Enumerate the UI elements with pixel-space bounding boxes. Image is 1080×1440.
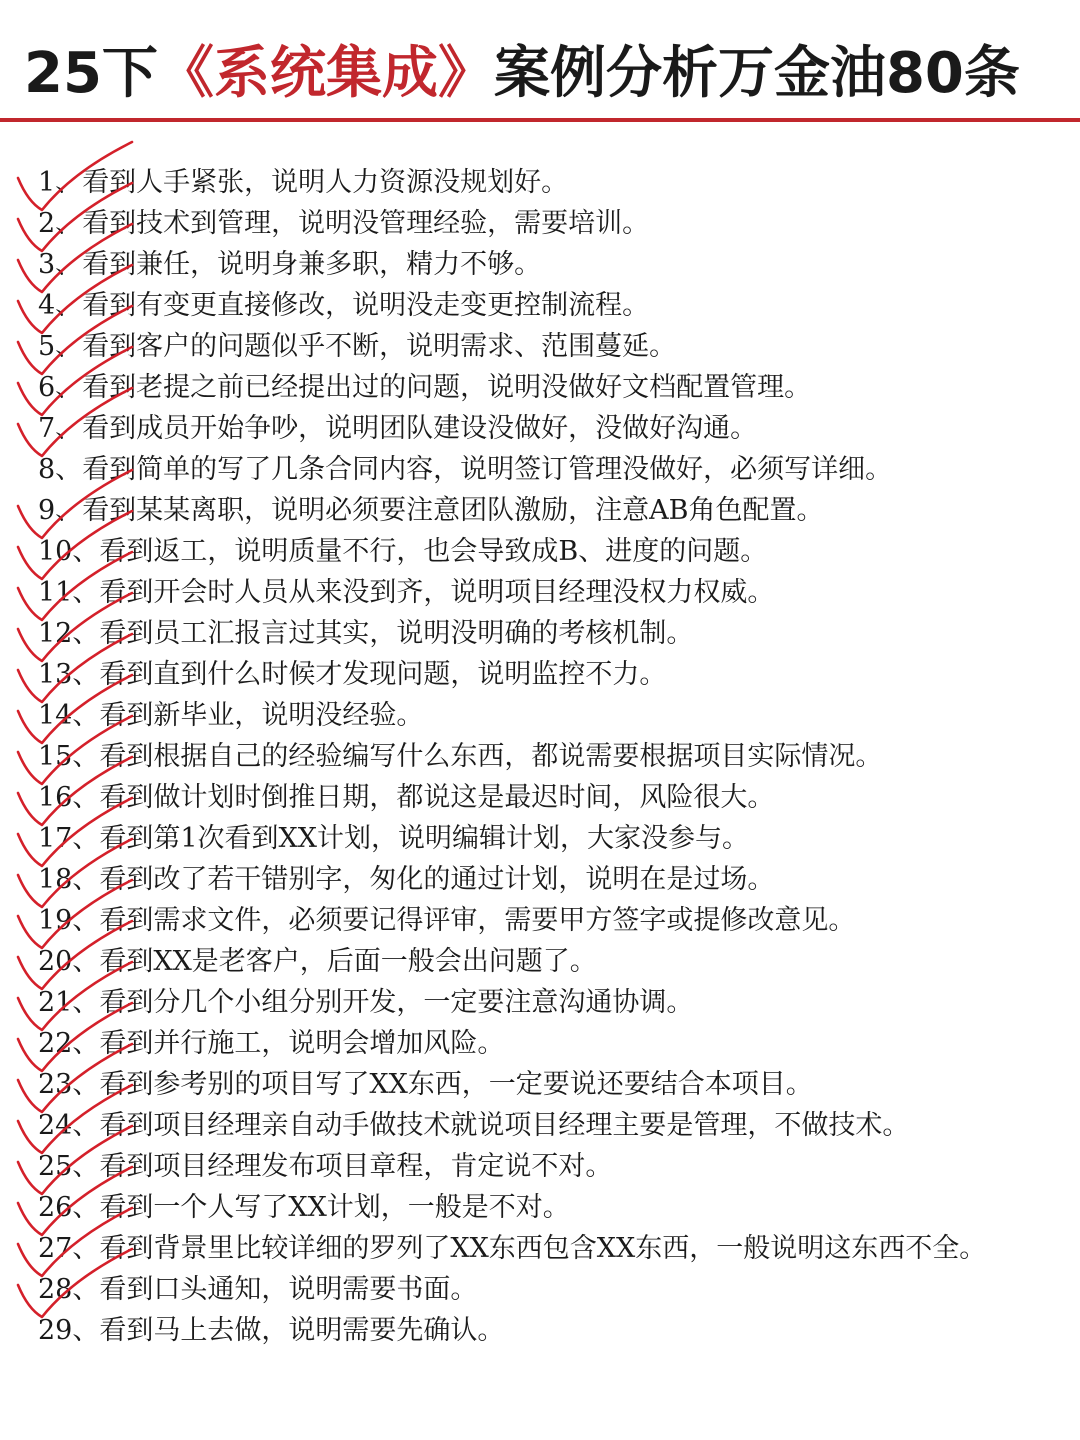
- list-item: [38, 818, 1048, 859]
- item-number: 13、: [38, 659, 100, 690]
- item-number: 24、: [38, 1110, 100, 1141]
- item-number: 3、: [38, 249, 83, 280]
- tips-list: [38, 162, 1048, 1351]
- list-item: [38, 777, 1048, 818]
- item-number: 17、: [38, 823, 100, 854]
- item-text: 看到需求文件，必须要记得评审，需要甲方签字或提修改意见。: [99, 905, 856, 936]
- item-text: 看到背景里比较详细的罗列了XX东西包含XX东西，一般说明这东西不全。: [99, 1233, 987, 1264]
- list-item: [38, 1269, 1048, 1310]
- item-number: 16、: [38, 782, 100, 813]
- title-accent: 《系统集成》: [157, 41, 494, 106]
- item-text: 看到参考别的项目写了XX东西，一定要说还要结合本项目。: [99, 1069, 813, 1100]
- item-text: 看到项目经理亲自动手做技术就说项目经理主要是管理，不做技术。: [99, 1110, 910, 1141]
- item-text: 看到返工，说明质量不行，也会导致成B、进度的问题。: [99, 536, 768, 567]
- list-item: [38, 1146, 1048, 1187]
- header: [0, 0, 1080, 124]
- item-number: 21、: [38, 987, 100, 1018]
- list-item: [38, 1105, 1048, 1146]
- item-number: 7、: [38, 413, 83, 444]
- item-number: 20、: [38, 946, 100, 977]
- item-number: 22、: [38, 1028, 100, 1059]
- item-number: 9、: [38, 495, 83, 526]
- list-item: [38, 695, 1048, 736]
- title-divider: [0, 118, 1080, 122]
- list-item: [38, 941, 1048, 982]
- item-text: 看到员工汇报言过其实，说明没明确的考核机制。: [99, 618, 694, 649]
- item-text: 看到新毕业，说明没经验。: [99, 700, 424, 731]
- item-text: 看到开会时人员从来没到齐，说明项目经理没权力权威。: [99, 577, 775, 608]
- item-number: 10、: [38, 536, 100, 567]
- item-number: 19、: [38, 905, 100, 936]
- item-number: 8、: [38, 454, 83, 485]
- item-text: 看到一个人写了XX计划，一般是不对。: [99, 1192, 570, 1223]
- list-item: [38, 367, 1048, 408]
- list-item: [38, 244, 1048, 285]
- item-text: 看到并行施工，说明会增加风险。: [99, 1028, 505, 1059]
- item-number: 1、: [38, 167, 83, 198]
- item-text: 看到口头通知，说明需要书面。: [99, 1274, 478, 1305]
- item-number: 27、: [38, 1233, 100, 1264]
- item-text: 看到有变更直接修改，说明没走变更控制流程。: [82, 290, 650, 321]
- page-title: [24, 36, 1074, 112]
- item-number: 29、: [38, 1315, 100, 1346]
- list-item: [38, 654, 1048, 695]
- item-number: 26、: [38, 1192, 100, 1223]
- item-text: 看到改了若干错别字，匆化的通过计划，说明在是过场。: [99, 864, 775, 895]
- list-item: [38, 408, 1048, 449]
- item-number: 5、: [38, 331, 83, 362]
- item-text: 看到第1次看到XX计划，说明编辑计划，大家没参与。: [99, 823, 749, 854]
- item-text: 看到马上去做，说明需要先确认。: [99, 1315, 505, 1346]
- list-item: [38, 1187, 1048, 1228]
- item-number: 15、: [38, 741, 100, 772]
- item-text: 看到老提之前已经提出过的问题，说明没做好文档配置管理。: [82, 372, 812, 403]
- item-number: 2、: [38, 208, 83, 239]
- item-number: 4、: [38, 290, 83, 321]
- item-number: 28、: [38, 1274, 100, 1305]
- item-number: 25、: [38, 1151, 100, 1182]
- list-item: [38, 982, 1048, 1023]
- item-number: 11、: [38, 577, 100, 608]
- item-text: 看到成员开始争吵，说明团队建设没做好，没做好沟通。: [82, 413, 758, 444]
- item-text: 看到根据自己的经验编写什么东西，都说需要根据项目实际情况。: [99, 741, 883, 772]
- item-number: 14、: [38, 700, 100, 731]
- item-number: 12、: [38, 618, 100, 649]
- item-text: 看到简单的写了几条合同内容，说明签订管理没做好，必须写详细。: [82, 454, 893, 485]
- title-suffix: 案例分析万金油80条: [493, 41, 1020, 106]
- item-text: 看到项目经理发布项目章程，肯定说不对。: [99, 1151, 613, 1182]
- list-item: [38, 531, 1048, 572]
- list-item: [38, 162, 1048, 203]
- item-text: 看到直到什么时候才发现问题，说明监控不力。: [99, 659, 667, 690]
- list-item: [38, 613, 1048, 654]
- list-item: [38, 1310, 1048, 1351]
- list-item: [38, 285, 1048, 326]
- list-item: [38, 1023, 1048, 1064]
- list-item: [38, 449, 1048, 490]
- item-text: 看到分几个小组分别开发，一定要注意沟通协调。: [99, 987, 694, 1018]
- item-text: 看到人手紧张，说明人力资源没规划好。: [82, 167, 569, 198]
- item-number: 6、: [38, 372, 83, 403]
- item-number: 23、: [38, 1069, 100, 1100]
- list-item: [38, 490, 1048, 531]
- list-item: [38, 1228, 988, 1269]
- item-text: 看到XX是老客户，后面一般会出问题了。: [99, 946, 597, 977]
- list-item: [38, 203, 1048, 244]
- item-number: 18、: [38, 864, 100, 895]
- title-prefix: 25下: [24, 41, 158, 106]
- item-text: 看到做计划时倒推日期，都说这是最迟时间，风险很大。: [99, 782, 775, 813]
- list-item: [38, 736, 1048, 777]
- list-item: [38, 326, 1048, 367]
- list-item: [38, 859, 1048, 900]
- item-text: 看到客户的问题似乎不断，说明需求、范围蔓延。: [82, 331, 677, 362]
- item-text: 看到技术到管理，说明没管理经验，需要培训。: [82, 208, 650, 239]
- item-text: 看到兼任，说明身兼多职，精力不够。: [82, 249, 542, 280]
- list-item: [38, 900, 1048, 941]
- list-item: [38, 572, 1048, 613]
- list-item: [38, 1064, 1048, 1105]
- item-text: 看到某某离职，说明必须要注意团队激励，注意AB角色配置。: [82, 495, 824, 526]
